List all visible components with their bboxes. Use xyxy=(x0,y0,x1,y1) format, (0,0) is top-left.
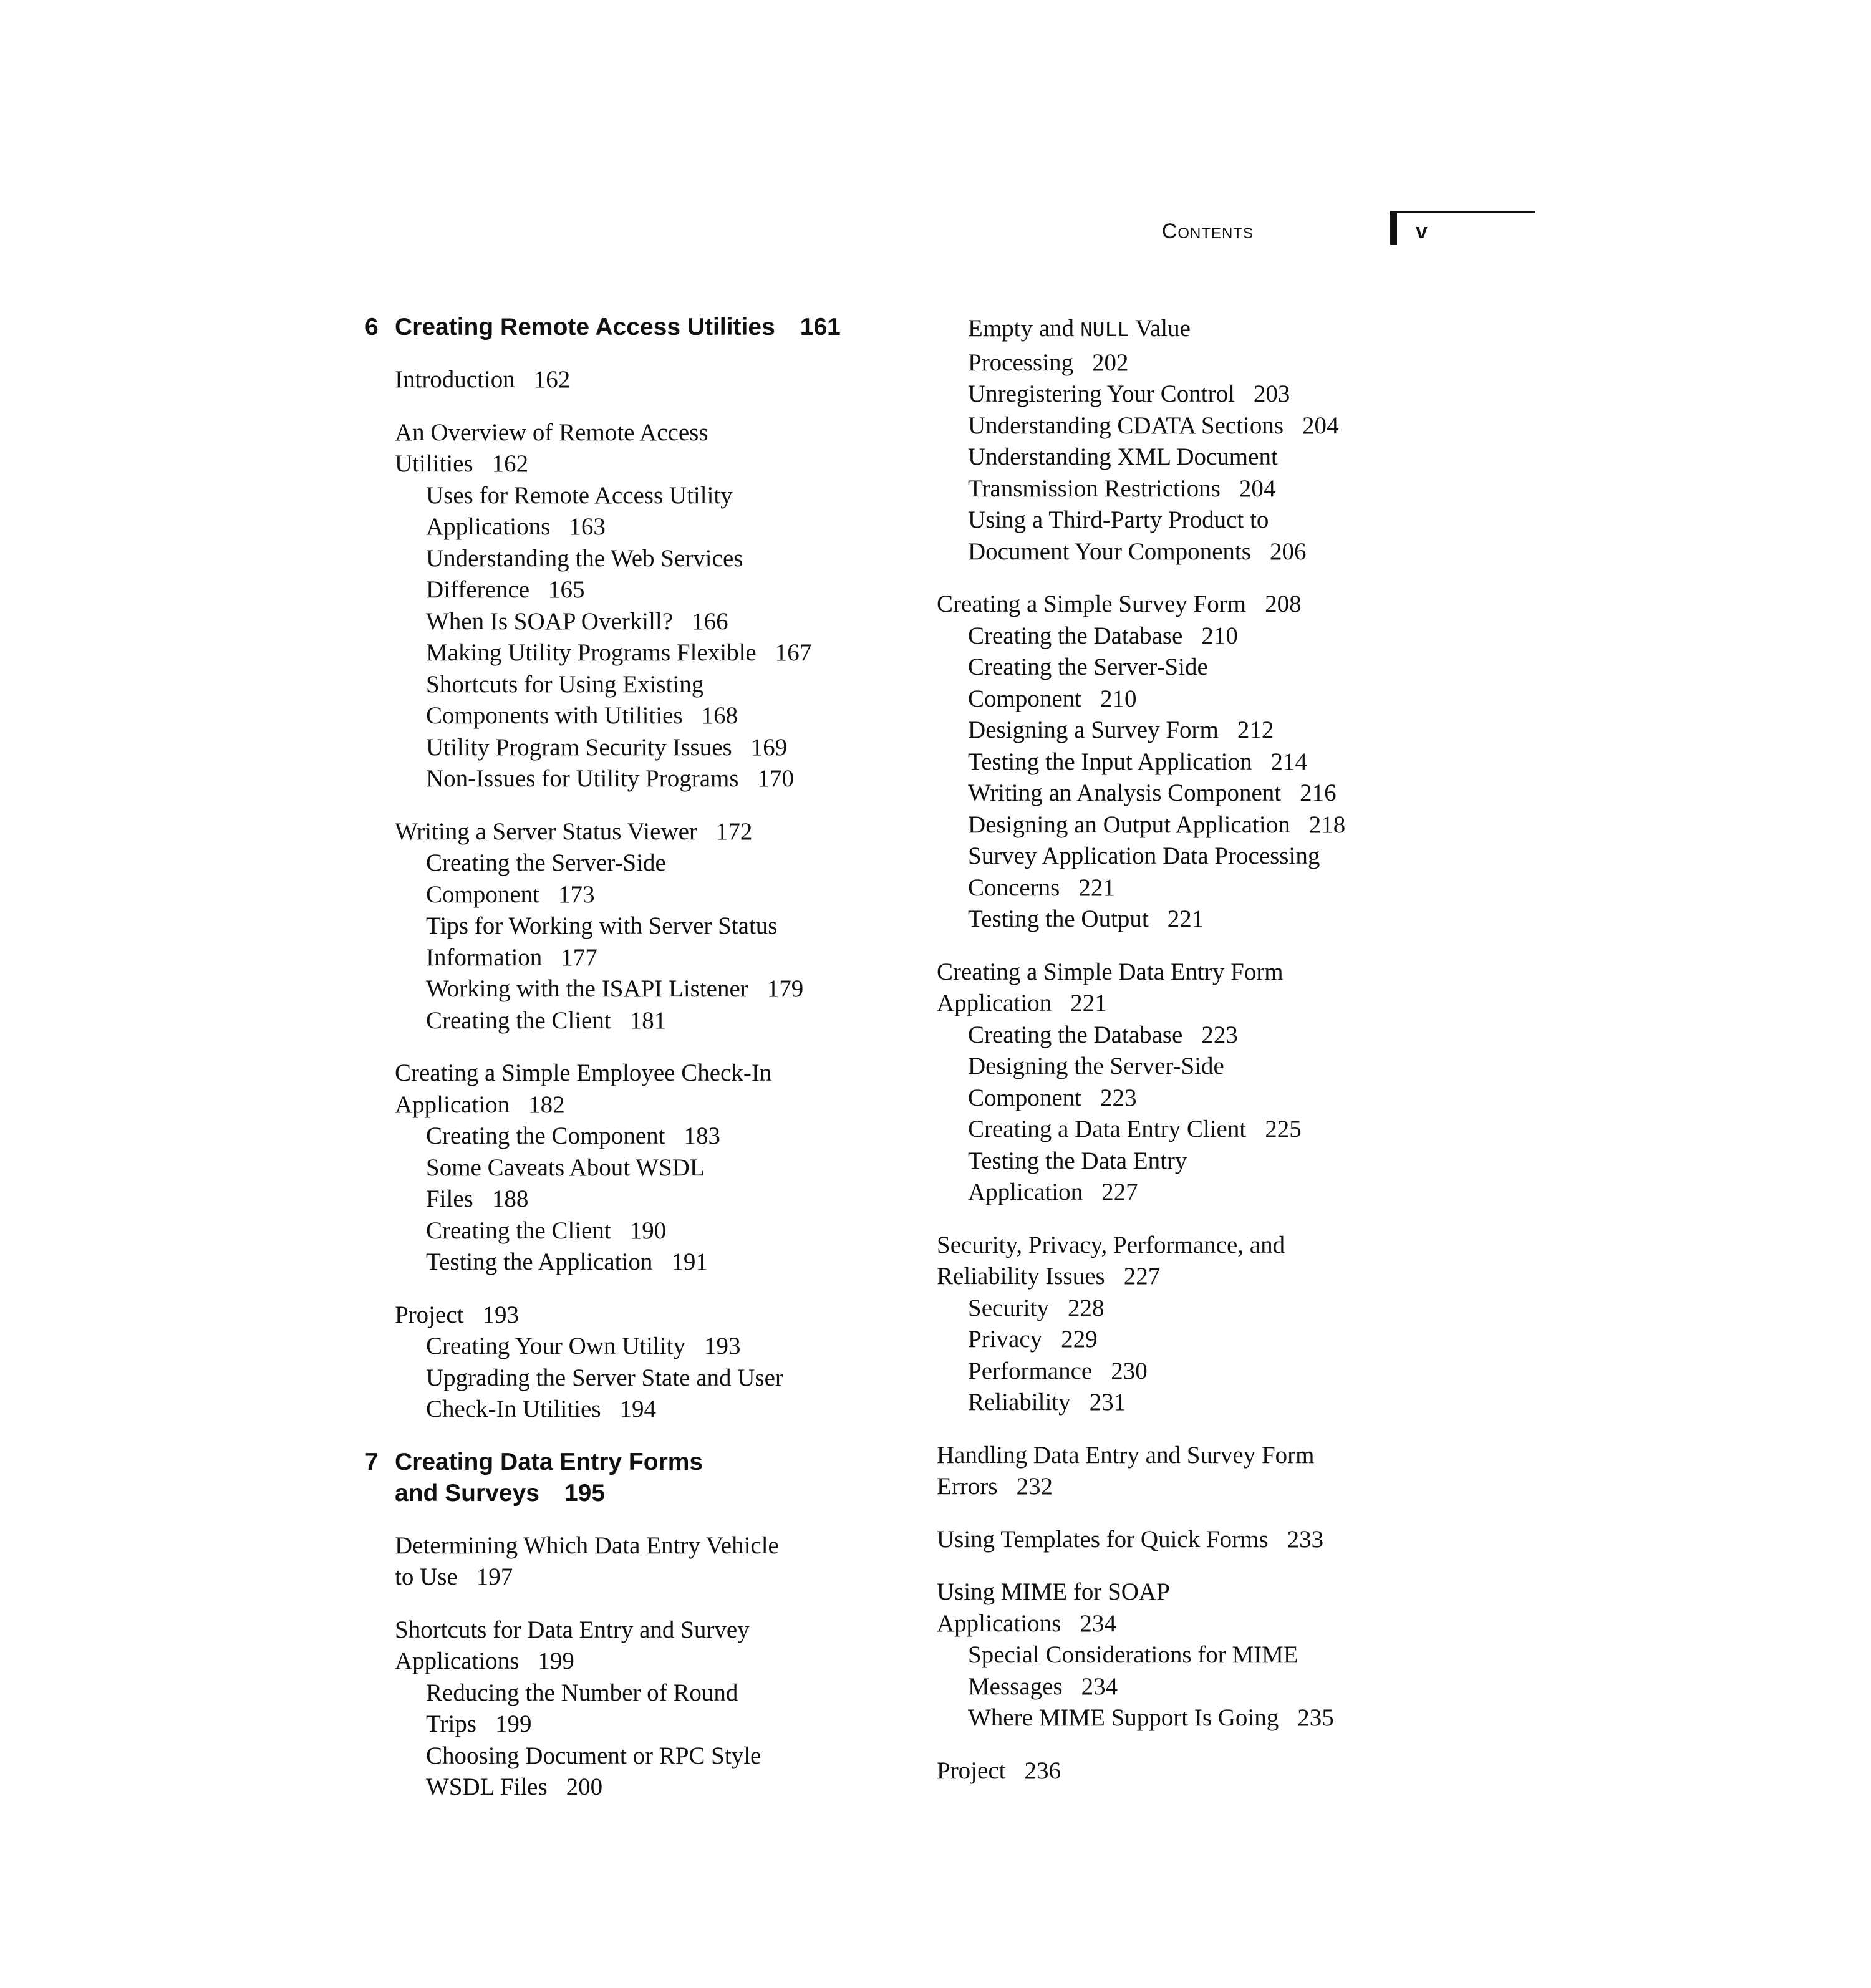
subsection-title: Working with the ISAPI Listener xyxy=(426,975,748,1002)
section-page: 232 xyxy=(1016,1473,1053,1500)
subsection-page: 190 xyxy=(629,1217,667,1244)
subsection-title: Processing xyxy=(968,349,1073,376)
subsection-page: 212 xyxy=(1237,717,1274,743)
subsection-page: 230 xyxy=(1111,1357,1148,1384)
subsection-title: Testing the Data Entry xyxy=(968,1147,1187,1174)
subsection-title: Special Considerations for MIME xyxy=(968,1641,1298,1668)
subsection-title: Document Your Components xyxy=(968,538,1251,565)
section-title: Writing a Server Status Viewer xyxy=(395,818,697,845)
toc-section xyxy=(365,364,864,396)
subsection-title: Creating a Data Entry Client xyxy=(968,1116,1247,1142)
toc-section xyxy=(937,1440,1436,1503)
subsection-title: Tips for Working with Server Status xyxy=(426,912,778,939)
subsection-title: Uses for Remote Access Utility xyxy=(426,481,733,509)
section-page: 193 xyxy=(482,1301,519,1328)
subsection-title: Designing the Server-Side xyxy=(968,1053,1224,1079)
subsection-title: Using a Third-Party Product to xyxy=(968,506,1269,533)
subsection-page: 177 xyxy=(561,943,597,971)
subsection-page: 167 xyxy=(775,639,812,666)
subsection-title: Components with Utilities xyxy=(426,702,683,729)
subsection-title: Difference xyxy=(426,576,529,603)
subsection-title: Empty and xyxy=(968,315,1080,342)
toc-section xyxy=(937,1524,1436,1556)
subsection-page: 227 xyxy=(1101,1179,1138,1205)
toc-subsection xyxy=(365,1677,864,1803)
section-title: Creating a Simple Data Entry Form xyxy=(937,958,1284,985)
subsection-page: 204 xyxy=(1302,412,1339,439)
toc-subsection xyxy=(365,1331,864,1426)
subsection-title: WSDL Files xyxy=(426,1773,548,1800)
subsection-title: Messages xyxy=(968,1672,1063,1700)
subsection-title: Component xyxy=(426,881,539,908)
subsection-title: Unregistering Your Control xyxy=(968,380,1235,407)
subsection-page: 200 xyxy=(566,1773,603,1800)
subsection-page: 234 xyxy=(1081,1672,1118,1700)
subsection-title: Understanding the Web Services xyxy=(426,544,743,572)
section-page: 172 xyxy=(715,818,753,845)
subsection-page: 199 xyxy=(495,1711,532,1737)
chapter-page: 195 xyxy=(564,1479,606,1507)
subsection-page: 181 xyxy=(629,1006,667,1034)
section-title: Application xyxy=(937,990,1052,1016)
subsection-page: 168 xyxy=(701,702,738,729)
section-title: Project xyxy=(395,1301,464,1328)
subsection-title: Reliability xyxy=(968,1389,1071,1416)
subsection-page: 214 xyxy=(1270,748,1307,775)
chapter-title: Creating Data Entry Forms xyxy=(395,1448,703,1475)
section-title: Introduction xyxy=(395,366,515,393)
chapter-page: 161 xyxy=(800,314,841,340)
toc-section xyxy=(365,1300,864,1331)
subsection-page: 221 xyxy=(1167,905,1204,932)
subsection-title: Applications xyxy=(426,513,551,540)
section-page: 162 xyxy=(533,366,571,393)
subsection-page: 163 xyxy=(569,513,606,540)
subsection-title: Trips xyxy=(426,1711,476,1737)
subsection-title: Creating the Component xyxy=(426,1122,665,1149)
subsection-title: Value xyxy=(1129,315,1191,342)
subsection-title: Check-In Utilities xyxy=(426,1396,601,1422)
subsection-page: 173 xyxy=(558,881,595,908)
subsection-title: Choosing Document or RPC Style xyxy=(426,1742,761,1769)
toc-subsection xyxy=(937,313,1436,567)
section-title: Errors xyxy=(937,1473,998,1500)
subsection-page: 204 xyxy=(1239,475,1276,502)
chapter-heading xyxy=(365,312,864,343)
toc-section xyxy=(365,1530,864,1593)
subsection-page: 218 xyxy=(1308,811,1346,838)
subsection-page: 191 xyxy=(671,1248,708,1275)
section-title: to Use xyxy=(395,1563,458,1590)
chapter-heading xyxy=(365,1447,864,1509)
subsection-title: Understanding CDATA Sections xyxy=(968,412,1284,439)
subsection-page: 210 xyxy=(1100,685,1137,712)
subsection-page: 179 xyxy=(766,975,804,1002)
subsection-title: Reducing the Number of Round xyxy=(426,1679,738,1706)
running-head-rule-horizontal xyxy=(1390,211,1535,213)
subsection-page: 188 xyxy=(491,1185,529,1212)
toc-subsection xyxy=(937,1020,1436,1209)
subsection-title: Creating the Database xyxy=(968,622,1183,649)
subsection-page: 225 xyxy=(1265,1116,1302,1142)
subsection-title: Utility Program Security Issues xyxy=(426,733,732,761)
section-title: Using Templates for Quick Forms xyxy=(937,1525,1269,1553)
subsection-title: Application xyxy=(968,1179,1083,1205)
subsection-title: Creating the Client xyxy=(426,1006,611,1034)
subsection-title: Transmission Restrictions xyxy=(968,475,1221,502)
chapter-number: 7 xyxy=(365,1448,379,1475)
subsection-title: Where MIME Support Is Going xyxy=(968,1704,1279,1731)
toc-subsection xyxy=(365,1121,864,1278)
subsection-title: Designing a Survey Form xyxy=(968,717,1219,743)
subsection-page: 165 xyxy=(548,576,585,603)
toc-section xyxy=(937,589,1436,620)
toc-subsection xyxy=(937,1293,1436,1419)
section-page: 162 xyxy=(491,450,529,477)
section-title: Creating a Simple Survey Form xyxy=(937,591,1247,617)
subsection-title: Creating the Database xyxy=(968,1021,1183,1048)
running-head-page-number: v xyxy=(1416,220,1428,243)
subsection-page: 223 xyxy=(1100,1084,1137,1111)
subsection-title: Creating the Client xyxy=(426,1217,611,1244)
subsection-title: When Is SOAP Overkill? xyxy=(426,607,674,635)
section-title: Applications xyxy=(395,1648,520,1674)
subsection-title: Information xyxy=(426,943,543,971)
chapter-title: and Surveys xyxy=(395,1479,539,1507)
subsection-title: Survey Application Data Processing xyxy=(968,842,1320,869)
section-title: An Overview of Remote Access xyxy=(395,418,708,446)
subsection-page: 170 xyxy=(757,765,795,792)
section-page: 234 xyxy=(1080,1609,1116,1637)
subsection-title: Upgrading the Server State and User xyxy=(426,1364,783,1391)
subsection-page: 202 xyxy=(1092,349,1129,376)
toc-subsection xyxy=(365,847,864,1036)
subsection-title: Some Caveats About WSDL xyxy=(426,1154,705,1181)
section-title: Project xyxy=(937,1757,1006,1784)
chapter-number: 6 xyxy=(365,314,379,340)
chapter-title: Creating Remote Access Utilities xyxy=(395,314,775,340)
toc-section xyxy=(937,1230,1436,1293)
toc-section xyxy=(365,816,864,848)
subsection-code: NULL xyxy=(1080,319,1130,342)
subsection-title: Testing the Application xyxy=(426,1248,653,1275)
toc-section xyxy=(365,417,864,480)
section-page: 199 xyxy=(538,1648,574,1674)
section-title: Creating a Simple Employee Check-In xyxy=(395,1059,772,1086)
section-page: 208 xyxy=(1265,591,1302,617)
subsection-title: Testing the Input Application xyxy=(968,748,1252,775)
section-title: Reliability Issues xyxy=(937,1263,1105,1290)
section-page: 182 xyxy=(528,1091,565,1118)
section-page: 233 xyxy=(1287,1525,1324,1553)
toc-subsection xyxy=(937,620,1436,935)
subsection-page: 223 xyxy=(1201,1021,1238,1048)
subsection-page: 221 xyxy=(1078,874,1115,901)
subsection-page: 203 xyxy=(1253,380,1290,407)
subsection-title: Shortcuts for Using Existing xyxy=(426,670,704,698)
subsection-title: Creating Your Own Utility xyxy=(426,1333,686,1359)
toc-section xyxy=(937,1576,1436,1639)
section-page: 221 xyxy=(1070,990,1107,1016)
section-page: 227 xyxy=(1123,1263,1161,1290)
toc-section xyxy=(937,957,1436,1020)
subsection-title: Creating the Server-Side xyxy=(426,849,666,876)
subsection-page: 183 xyxy=(684,1122,720,1149)
toc-subsection xyxy=(937,1639,1436,1734)
toc-subsection xyxy=(365,480,864,795)
subsection-title: Making Utility Programs Flexible xyxy=(426,639,757,666)
subsection-title: Privacy xyxy=(968,1326,1043,1353)
running-head-title: Contents xyxy=(1161,220,1254,243)
subsection-title: Writing an Analysis Component xyxy=(968,779,1282,806)
subsection-title: Creating the Server-Side xyxy=(968,654,1208,680)
subsection-title: Concerns xyxy=(968,874,1060,901)
toc-section xyxy=(365,1614,864,1677)
subsection-page: 193 xyxy=(704,1333,741,1359)
toc-section xyxy=(937,1755,1436,1787)
subsection-page: 228 xyxy=(1067,1294,1105,1321)
section-title: Application xyxy=(395,1091,510,1118)
subsection-title: Understanding XML Document xyxy=(968,443,1278,470)
section-title: Applications xyxy=(937,1609,1061,1637)
section-page: 197 xyxy=(476,1563,513,1590)
toc-column-left xyxy=(365,312,864,1803)
subsection-page: 231 xyxy=(1089,1389,1126,1416)
subsection-title: Testing the Output xyxy=(968,905,1149,932)
running-head xyxy=(1123,206,1534,249)
running-head-rule-vertical xyxy=(1390,211,1397,245)
subsection-page: 216 xyxy=(1300,779,1337,806)
subsection-page: 229 xyxy=(1061,1326,1098,1353)
subsection-title: Component xyxy=(968,1084,1081,1111)
section-title: Using MIME for SOAP xyxy=(937,1578,1170,1605)
subsection-page: 194 xyxy=(619,1396,657,1422)
subsection-page: 166 xyxy=(692,607,728,635)
subsection-title: Security xyxy=(968,1294,1049,1321)
subsection-title: Performance xyxy=(968,1357,1093,1384)
subsection-page: 169 xyxy=(750,733,788,761)
subsection-title: Component xyxy=(968,685,1081,712)
toc-column-right xyxy=(937,313,1436,1787)
section-title: Determining Which Data Entry Vehicle xyxy=(395,1532,779,1559)
subsection-page: 235 xyxy=(1297,1704,1334,1731)
subsection-page: 210 xyxy=(1201,622,1238,649)
section-title: Utilities xyxy=(395,450,473,477)
section-title: Shortcuts for Data Entry and Survey xyxy=(395,1616,750,1643)
subsection-title: Files xyxy=(426,1185,473,1212)
section-title: Handling Data Entry and Survey Form xyxy=(937,1441,1315,1469)
section-page: 236 xyxy=(1024,1757,1061,1784)
subsection-title: Designing an Output Application xyxy=(968,811,1290,838)
section-title: Security, Privacy, Performance, and xyxy=(937,1231,1285,1258)
subsection-title: Non-Issues for Utility Programs xyxy=(426,765,739,792)
subsection-page: 206 xyxy=(1269,538,1307,565)
toc-section xyxy=(365,1058,864,1121)
